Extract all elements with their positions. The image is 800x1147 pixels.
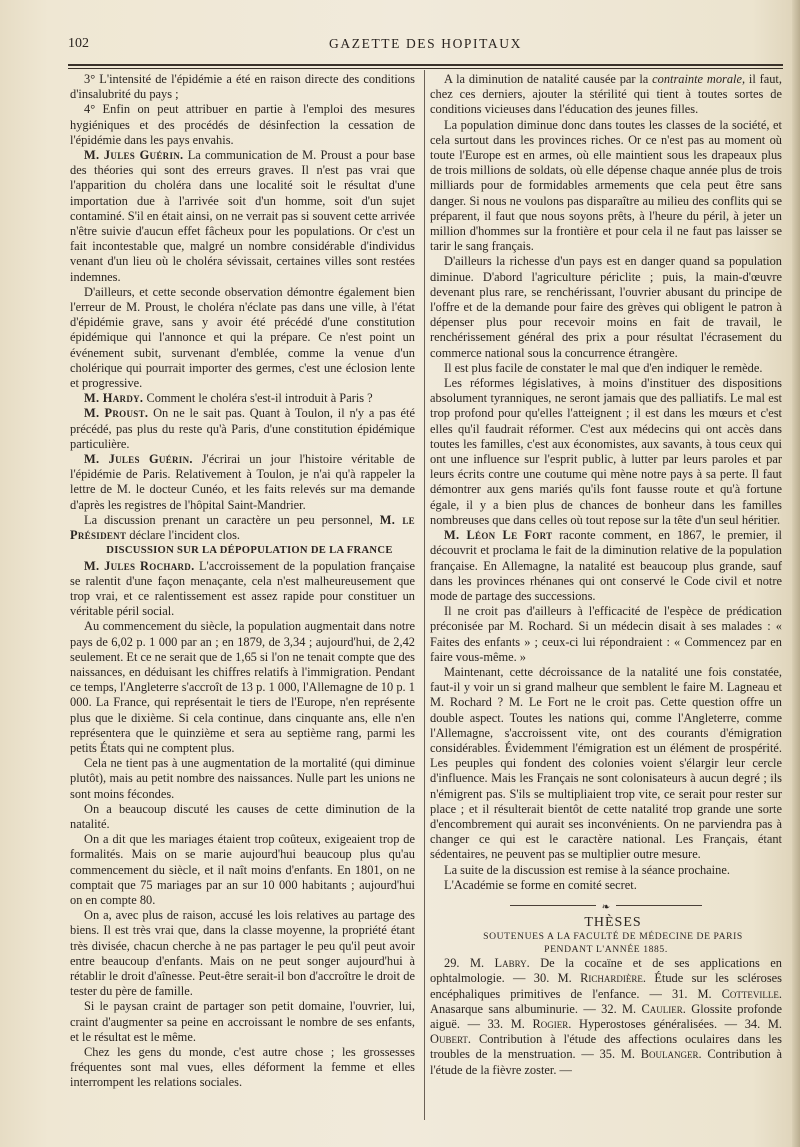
paragraph: D'ailleurs la richesse d'un pays est en danger quand sa population diminue. D'abord l'agriculture périclite ; puis, la main-d'œuvre devenant plus rare, se renchérissant, l'ouvrier abusant du principe de l'offre et de la demande pour faire des grèves qui obligent le patron à dépenser plus pour recevoir moins en fait de travail, le renchérissement général des prix a pour résultat l'écrasement du commerce national sous la concurrence étrangère.	[430, 254, 782, 360]
paragraph	[70, 391, 415, 406]
paragraph-text: La discussion prenant un caractère un peu personnel,	[84, 512, 373, 527]
speaker-name: M. Proust.	[84, 406, 149, 421]
emphasis-text: contrainte morale,	[652, 72, 746, 86]
paragraph: Chez les gens du monde, c'est autre chose ; les grossesses fréquentes sont mal vues, elles déforment la femme et elles interrompent les relations sociales.	[70, 1045, 415, 1090]
paragraph: Au commencement du siècle, la population augmentait dans notre pays de 6,02 p. 1 000 par an ; en 1879, de 3,34 ; aujourd'hui, de 2,42 seulement. Et ce ne serait que de 1,65 si l'on ne tenait compte que des naissances, en déduisant les chiffres relatifs à l'immigration. Pendant ce temps, l'Angleterre s'accroît de 13 p. 1 000, l'Allemagne de 10 p. 1 000. La France, qui représentait le tiers de l'Europe, n'en représente plus que le dixième. Si cela continue, dans cinquante ans, elle n'en représentera que le quinzième et sera au septième rang, parmi les petits États qui ne comptent plus.	[70, 619, 415, 755]
paragraph: On a, avec plus de raison, accusé les lois relatives au partage des biens. Il est très vrai que, dans la classe moyenne, la propriété étant très divisée, chacun cherche à ne pas partager le peu qu'il peut avoir entre beaucoup d'enfants. Mais on ne peut songer aujourd'hui à rétablir le droit d'aînesse. Peut-être serait-il bon d'accroître le droit de tester du père de famille.	[70, 908, 415, 999]
ornament-divider	[430, 899, 782, 911]
thesis-number: 31. M.	[671, 986, 712, 1001]
paragraph: L'Académie se forme en comité secret.	[444, 877, 637, 892]
left-column	[70, 72, 415, 1091]
thesis-author: Labry.	[494, 956, 530, 971]
paragraph	[70, 513, 415, 543]
paragraph: 4° Enfin on peut attribuer en partie à l'emploi des mesures hygiéniques et des procédés de désinfection la cessation de l'épidémie dans les pays envahis.	[70, 102, 415, 147]
paragraph	[430, 72, 782, 118]
thesis-author: Cotteville.	[721, 986, 782, 1001]
thesis-author: Caulier.	[641, 1001, 686, 1016]
thesis-number: 34. M.	[744, 1016, 782, 1031]
theses-list	[430, 956, 782, 1078]
header-rule-thick	[68, 64, 783, 66]
speaker-name: M. Hardy.	[84, 391, 144, 406]
thesis-title: Hyperostoses généralisées. —	[579, 1016, 738, 1031]
speaker-name: M. Léon Le Fort	[444, 528, 553, 543]
paragraph-text: Comment le choléra s'est-il introduit à Paris ?	[146, 391, 373, 406]
paragraph-text: déclare l'incident clos.	[129, 528, 241, 543]
thesis-number: 35. M.	[599, 1047, 635, 1062]
thesis-title: Contribution à l'étude des affections oculaires dans les troubles de la menstruation. —	[430, 1032, 782, 1062]
page-header	[68, 36, 783, 58]
page-number: 102	[68, 36, 89, 51]
thesis-number: 33. M.	[487, 1016, 525, 1031]
thesis-author: Boulanger.	[640, 1047, 702, 1062]
thesis-title: Glossite profonde aiguë. —	[430, 1001, 782, 1031]
speaker-name: M. Jules Guérin.	[84, 148, 184, 163]
thesis-number: 29. M.	[444, 956, 485, 971]
page-edge	[792, 0, 800, 1147]
journal-title: GAZETTE DES HOPITAUX	[329, 36, 522, 51]
section-title: DISCUSSION SUR LA DÉPOPULATION DE LA FRANCE	[106, 545, 393, 557]
theses-subheading-line: PENDANT L'ANNÉE 1885.	[544, 944, 668, 956]
paragraph	[70, 148, 415, 285]
paragraph	[70, 559, 415, 620]
speaker-name: M. Jules Guérin.	[84, 452, 193, 467]
speaker-name: M. Jules Rochard.	[84, 558, 195, 573]
paragraph: On a dit que les mariages étaient trop coûteux, exigeaient trop de formalités. Mais on se marie aujourd'hui beaucoup plus qu'au commencement du siècle, et il naît moins d'enfants. En 1801, on ne comptait que 75 mariages par an sur 10 000 habitants ; aujourd'hui on en compte 80.	[70, 832, 415, 907]
paragraph	[70, 452, 415, 513]
paragraph: 3° L'intensité de l'épidémie a été en raison directe des conditions d'insalubrité du pays ;	[70, 72, 415, 102]
paragraph-text: raconte comment, en 1867, le premier, il découvrit et proclama le fait de la diminution relative de la population française. En Allemagne, la natalité est beaucoup plus grande, sauf dans les provinces rhénanes qui ont conservé le Code civil et notre mode de partage des successions.	[430, 528, 782, 603]
header-rule-thin	[68, 68, 783, 69]
column-divider	[424, 70, 425, 1120]
paragraph	[70, 406, 415, 452]
paragraph: D'ailleurs, et cette seconde observation démontre également bien l'erreur de M. Proust, le choléra n'éclate pas dans une ville, à l'état d'épidémie grave, sans y avoir été précédé d'une constitution épidémique qui l'annonce et qui la prépare. Ce n'est point un événement subit, survenant d'emblée, comme la venue d'un cholérique qui pourrait importer des germes, c'est une éclosion lente et progressive.	[70, 284, 415, 391]
thesis-title: Étude sur les scléroses encéphaliques primitives de l'enfance. —	[430, 971, 782, 1001]
thesis-author: Richardière.	[580, 971, 646, 986]
paragraph: Il est plus facile de constater le mal que d'en indiquer le remède.	[444, 360, 763, 375]
paragraph: Les réformes législatives, à moins d'instituer des dispositions absolument tyranniques, ne seront jamais que des palliatifs. Le mal est trop profond pour qu'elles l'atteignent ; il est dans les mœurs et c'est elles qu'il faudrait réformer. C'est aux médecins qui ont accès dans toutes les familles, c'est aux économistes, aux savants, à tous ceux qui ont une influence sur l'esprit public, à lutter par leurs paroles et par leurs écrits contre une coutume qui mène notre pays à sa perte. Il faut démontrer aux gens mariés qu'ils font fausse route et qu'à fortune égale, il y a bien plus de chances de bonheur dans les familles nombreuses que dans celles où tout repose sur la tête d'un seul héritier.	[430, 376, 782, 527]
paragraph-text: L'accroissement de la population française se ralentit d'une façon menaçante, cela n'est malheureusement que trop vrai, et ce ralentissement est assez rapide pour constituer un véritable péril social.	[70, 558, 415, 619]
theses-subheading-line: SOUTENUES A LA FACULTÉ DE MÉDECINE DE PARIS	[483, 931, 743, 943]
speaker-name: M. le Président	[70, 512, 415, 543]
paragraph-text: J'écrirai un jour l'histoire véritable de l'épidémie de Paris. Relativement à Toulon, je n'ai qu'à rappeler la lettre de M. le docteur Cunéo, et les faits relevés sur ma demande d'après les registres de l'hôpital Saint-Mandrier.	[70, 452, 415, 512]
paragraph: La population diminue donc dans toutes les classes de la société, et cela surtout dans les provinces riches. Or ce n'est pas au moment où toute l'Europe est en armes, où elle maintient sous les drapeaux plus de trois millions de soldats, où elle dépense chaque année plus de trois milliards pour de formidables armements que cela peut être sans danger. Si nous ne voulons pas disparaître au milieu des conflits qui se préparent, il faut que nous soyons prêts, à l'heure du péril, à jeter un million d'hommes sur la frontière et pour cela il ne faut pas laisser se tarir le sang français.	[430, 117, 782, 254]
right-column	[430, 72, 782, 1078]
theses-subheading	[430, 930, 782, 956]
thesis-title: De la cocaïne et de ses applications en ophtalmologie. —	[430, 956, 782, 986]
thesis-number: 32. M.	[601, 1001, 637, 1016]
paragraph-text: il faut, chez ces derniers, ajouter la stérilité qui tient à toutes sortes de conditions vicieuses dans l'éducation des jeunes filles.	[430, 72, 782, 117]
paragraph: Il ne croit pas d'ailleurs à l'efficacité de l'espèce de prédication préconisée par M. Rochard. Si un médecin disait à ses malades : « Faites des enfants » ; ceux-ci lui répondraient : « Commencez par en faire vous-même. »	[430, 604, 782, 664]
paragraph: Maintenant, cette décroissance de la natalité une fois constatée, faut-il y voir un si grand malheur que semblent le faire M. Lagneau et M. Rochard ? M. Le Fort ne le croit pas. Cette question offre un double aspect. Toutes les nations qui, comme l'Angleterre, comme l'Allemagne, s'accroissent vite, ont des courants d'émigration considérables. Évidemment l'émigration est un élément de prospérité. Les peuples qui fondent des colonies voient s'élargir leur cercle d'influence. Mais les Français ne sont colonisateurs à aucun degré ; ils n'émigrent pas. S'ils se multipliaient trop vite, ce serait pour rester sur place ; et il résulterait bientôt de cette natalité trop grande une sorte d'encombrement qui aurait ses inconvénients. On ne parviendra pas à changer ce qui est le caractère national. Les Français, étant sédentaires, ne peuvent pas se multiplier outre mesure.	[430, 664, 782, 862]
thesis-author: Oubert.	[430, 1032, 472, 1047]
thesis-number: 30. M.	[533, 971, 572, 986]
paragraph: Si le paysan craint de partager son petit domaine, l'ouvrier, lui, craint d'augmenter sa peine en accroissant le nombre de ses enfants, et le résultat est le même.	[70, 999, 415, 1044]
paragraph: La suite de la discussion est remise à la séance prochaine.	[444, 862, 730, 877]
ornament-glyph-icon: ❧	[596, 902, 616, 914]
paragraph: On a beaucoup discuté les causes de cette diminution de la natalité.	[70, 801, 415, 831]
paragraph-text: A la diminution de natalité causée par la	[444, 72, 649, 86]
paragraph: Cela ne tient pas à une augmentation de la mortalité (qui diminue plutôt), mais au petit nombre des naissances. Nulle part les unions ne sont moins fécondes.	[70, 756, 415, 801]
theses-heading: THÈSES	[584, 914, 642, 930]
thesis-title: Anasarque sans albuminurie. —	[430, 1001, 596, 1016]
paragraph-text: La communication de M. Proust a pour base des théories qui sont des erreurs graves. Il n'est pas vrai que l'apparition du choléra dans une localité soit le résultat d'une importation due à l'arrivée soit d'un homme, soit d'un sujet contaminé. S'il en était ainsi, on ne verrait pas si souvent cette arrivée n'être suivie d'aucun effet fâcheux pour les populations. Or c'est un fait incontestable que, malgré un nombre considérable d'individus venant d'un lieu où le choléra sévissait, certaines villes sont restées indemnes.	[70, 148, 416, 284]
thesis-title: Contribution à l'étude de la fièvre zoster. —	[430, 1047, 782, 1077]
thesis-author: Rogier.	[532, 1016, 572, 1031]
paragraph	[430, 528, 782, 604]
paragraph-text: On ne le sait pas. Quant à Toulon, il n'y a pas été précédé, pas plus du reste qu'à Paris, d'une constitution épidémique particulière.	[70, 406, 415, 451]
